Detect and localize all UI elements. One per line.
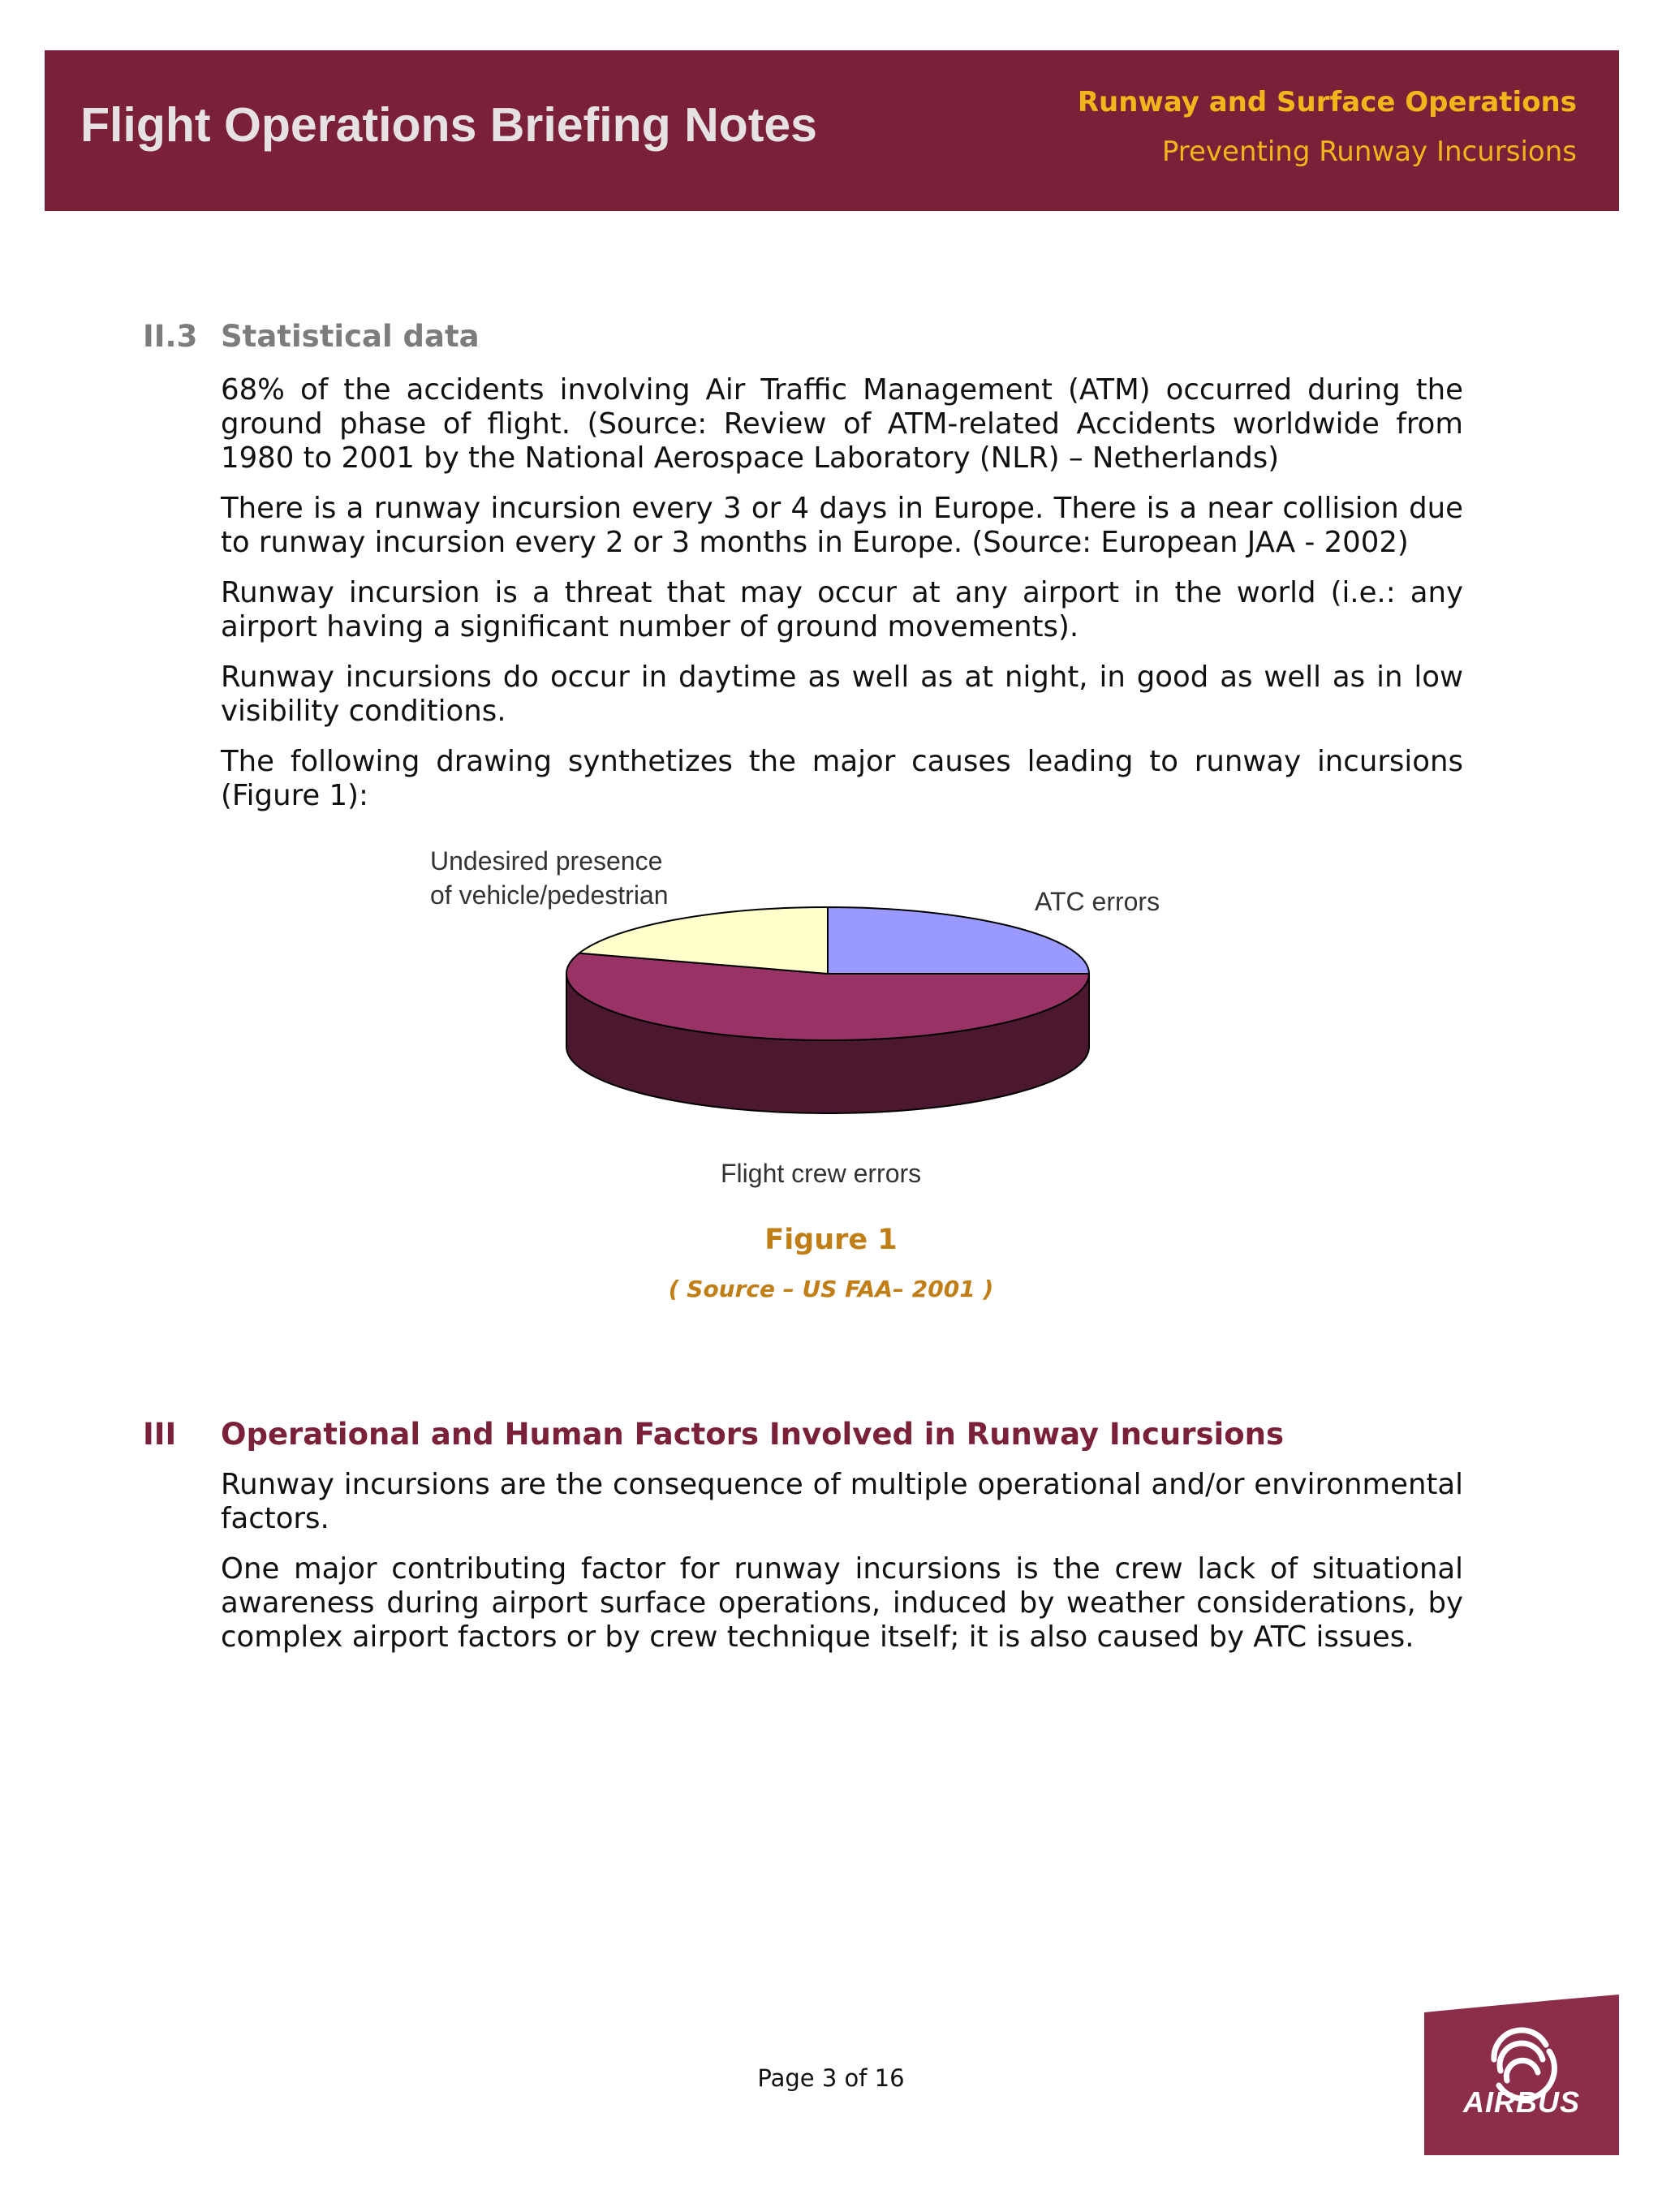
paragraph: One major contributing factor for runway incursions is the crew lack of situational awareness during airport surface operations, induced by weather considerations, by complex airport factors or by crew technique itself; it is also caused by ATC issues. bbox=[221, 1552, 1463, 1654]
paragraph: The following drawing synthetizes the major causes leading to runway incursions (Figure 1): bbox=[221, 745, 1463, 812]
chart-label-vehicle-line1: Undesired presence bbox=[430, 846, 663, 876]
airbus-logo bbox=[1424, 1995, 1619, 2155]
header-banner bbox=[45, 50, 1619, 211]
chart-label-vehicle bbox=[430, 844, 669, 912]
logo-background bbox=[1424, 1995, 1619, 2155]
chart-label-vehicle-line2: of vehicle/pedestrian bbox=[430, 880, 669, 910]
section-title: Operational and Human Factors Involved in Runway Incursions bbox=[221, 1417, 1285, 1452]
paragraph: Runway incursions do occur in daytime as well as at night, in good as well as in low visibility conditions. bbox=[221, 661, 1463, 728]
chart-label-atc: ATC errors bbox=[1035, 887, 1160, 916]
chart-label-crew: Flight crew errors bbox=[721, 1159, 922, 1188]
document-category: Runway and Surface Operations bbox=[1077, 86, 1577, 118]
figure-caption: Figure 1 bbox=[764, 1224, 898, 1256]
figure-source: ( Source – US FAA– 2001 ) bbox=[668, 1276, 994, 1302]
paragraph: Runway incursion is a threat that may occur at any airport in the world (i.e.: any airport having a significant number of ground movements). bbox=[221, 576, 1463, 643]
document-title: Flight Operations Briefing Notes bbox=[80, 98, 817, 152]
airbus-logo-badge bbox=[1424, 1995, 1619, 2155]
document-subject: Preventing Runway Incursions bbox=[1161, 136, 1577, 168]
paragraph: 68% of the accidents involving Air Traffic Management (ATM) occurred during the ground phase of flight. (Source: Review of ATM-related Accidents worldwide from 1980 to 2001 by the National Aerospace Laboratory (NLR) – Netherlands) bbox=[221, 373, 1463, 475]
section-title: Statistical data bbox=[221, 319, 480, 354]
paragraph: Runway incursions are the consequence of multiple operational and/or environmental factors. bbox=[221, 1468, 1463, 1535]
section-number: III bbox=[143, 1417, 177, 1452]
section-number: II.3 bbox=[143, 319, 198, 354]
pie-chart bbox=[390, 828, 1201, 1201]
paragraph: There is a runway incursion every 3 or 4 days in Europe. There is a near collision due to runway incursion every 2 or 3 months in Europe. (Source: European JAA - 2002) bbox=[221, 492, 1463, 559]
page-number: Page 3 of 16 bbox=[757, 2064, 905, 2092]
airbus-wordmark: AIRBUS bbox=[1462, 2085, 1580, 2119]
